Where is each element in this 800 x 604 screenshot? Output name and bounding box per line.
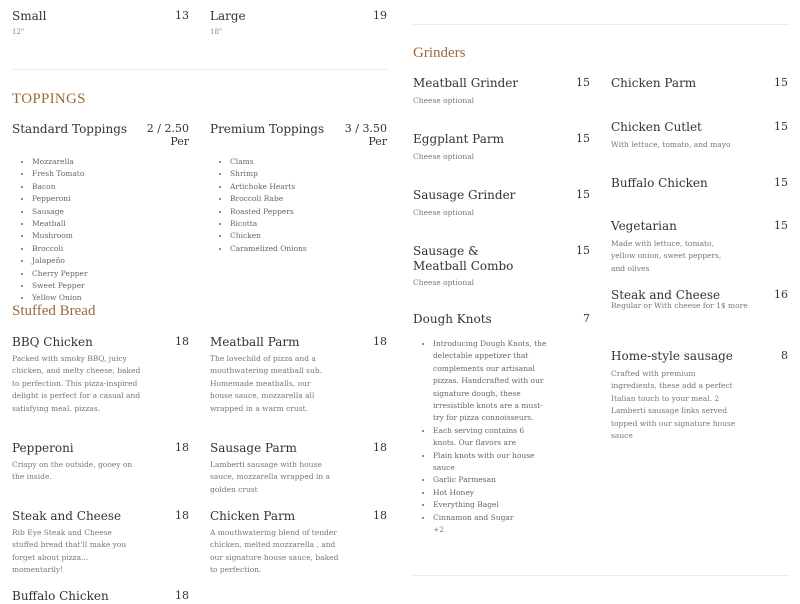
premium-toppings-price-value: 3 / 3.50 <box>344 122 387 135</box>
grinder-item-price: 15 <box>774 176 788 189</box>
grinder-item-name: Sausage & Meatball Combo <box>413 244 514 273</box>
grinder-item-price: 15 <box>774 219 788 232</box>
dough-knots-bullet: • Each serving contains 6 knots. Our flavors are <box>433 425 548 450</box>
stuffed-bread-item-name: BBQ Chicken <box>12 335 93 349</box>
grinder-item-name: Dough Knots <box>413 312 492 326</box>
topping-item: • Clams <box>230 156 400 168</box>
grinder-item-name: Meatball Grinder <box>413 76 519 90</box>
stuffed-bread-item-name: Buffalo Chicken <box>12 589 109 603</box>
grinder-item-desc: Cheese optional <box>413 278 475 287</box>
stuffed-bread-item-name: Chicken Parm <box>210 509 296 523</box>
grinder-item-name: Home-style sausage <box>611 349 733 363</box>
topping-item: • Broccoli <box>32 243 202 255</box>
stuffed-bread-heading: Stuffed Bread <box>12 303 101 320</box>
topping-item: • Caramelized Onions <box>230 243 400 255</box>
dough-knots-extra: +2 <box>433 525 445 535</box>
grinder-item-price: 15 <box>774 76 788 89</box>
stuffed-bread-item-price: 18 <box>175 441 189 454</box>
stuffed-bread-item-name: Meatball Parm <box>210 335 300 349</box>
stuffed-bread-item-name: Pepperoni <box>12 441 74 455</box>
standard-toppings-list <box>12 156 202 301</box>
dough-knots-bullet: • Hot Honey <box>433 487 548 499</box>
stuffed-bread-item-price: 18 <box>175 335 189 348</box>
grinder-item-name: Eggplant Parm <box>413 132 504 146</box>
stuffed-bread-item-desc: Packed with smoky BBQ, juicy chicken, and melty cheese, baked to perfection. This pizza-inspired delight is perfect for a casual and satisfying meal. pizzas. <box>12 354 141 413</box>
grinder-item-name: Chicken Parm <box>611 76 697 90</box>
topping-item: • Bacon <box>32 181 202 193</box>
topping-item: • Sausage <box>32 206 202 218</box>
stuffed-bread-item-price: 18 <box>175 589 189 602</box>
topping-item: • Pepperoni <box>32 193 202 205</box>
grinder-item-price: 16 <box>774 288 788 301</box>
premium-toppings-list <box>210 156 400 255</box>
grinder-item-name: Steak and Cheese <box>611 288 721 302</box>
dough-knots-list <box>413 338 548 537</box>
stuffed-bread-item-price: 18 <box>373 441 387 454</box>
grinder-item-desc: Regular or With cheese for 1$ more <box>611 301 748 310</box>
topping-item: • Mozzarella <box>32 156 202 168</box>
stuffed-bread-item-price: 18 <box>175 509 189 522</box>
grinder-item-name: Vegetarian <box>611 219 677 233</box>
grinder-item-price: 15 <box>576 244 590 257</box>
stuffed-bread-item-desc: Crispy on the outside, gooey on the inside. <box>12 460 133 482</box>
dough-knots-bullet: • Cinnamon and Sugar <box>433 512 548 524</box>
standard-toppings-price-unit: Per <box>170 135 189 148</box>
standard-toppings-price <box>132 122 189 148</box>
grinder-item-desc: Cheese optional <box>413 96 475 105</box>
grinder-item-price: 15 <box>774 120 788 133</box>
grinder-item-desc: Cheese optional <box>413 152 475 161</box>
topping-item: • Mushroom <box>32 230 202 242</box>
standard-toppings-name: Standard Toppings <box>12 122 128 136</box>
grinder-item-price: 15 <box>576 132 590 145</box>
topping-item: • Shrimp <box>230 168 400 180</box>
grinder-item-desc: With lettuce, tomato, and mayo <box>611 140 731 149</box>
size-small-name: Small <box>12 9 47 23</box>
premium-toppings-name: Premium Toppings <box>210 122 325 136</box>
stuffed-bread-item-price: 18 <box>373 509 387 522</box>
standard-toppings-price-value: 2 / 2.50 <box>146 122 189 135</box>
topping-item: • Broccoli Rabe <box>230 193 400 205</box>
grinders-heading: Grinders <box>413 45 466 61</box>
topping-item: • Cherry Pepper <box>32 268 202 280</box>
grinder-item-desc: Crafted with premium ingredients, these add a perfect Italian touch to your meal. 2 Lamberti sausage links served topped with our signature house sauce <box>611 369 736 441</box>
divider <box>413 575 789 576</box>
size-large-price: 19 <box>373 9 387 22</box>
stuffed-bread-item-desc: Rib Eye Steak and Cheese stuffed bread that'll make you forget about pizza... momentarily! <box>12 528 127 575</box>
size-large-note: 18" <box>210 28 223 36</box>
dough-knots-bullet: • Introducing Dough Knots, the delectable appetizer that complements our artisanal pizzas. Handcrafted with our signature dough, these irresistible knots are a must-try for pizza connoisseurs. <box>433 338 548 425</box>
topping-item: • Ricotta <box>230 218 400 230</box>
grinder-item-price: 15 <box>576 76 590 89</box>
topping-item: • Artichoke Hearts <box>230 181 400 193</box>
size-large-name: Large <box>210 9 246 23</box>
stuffed-bread-item-name: Steak and Cheese <box>12 509 122 523</box>
grinder-item-price: 8 <box>781 349 788 362</box>
stuffed-bread-item-price: 18 <box>373 335 387 348</box>
dough-knots-bullet: • Everything Bagel <box>433 499 548 511</box>
stuffed-bread-item-name: Sausage Parm <box>210 441 297 455</box>
stuffed-bread-item-desc: A mouthwatering blend of tender chicken, melted mozzarella , and our signature house sauce, baked to perfection. <box>210 528 339 575</box>
dough-knots-bullet: • Plain knots with our house sauce <box>433 450 548 475</box>
topping-item: • Sweet Pepper <box>32 280 202 292</box>
grinder-item-name: Chicken Cutlet <box>611 120 702 134</box>
grinder-item-price: 7 <box>583 312 590 325</box>
size-small-price: 13 <box>175 9 189 22</box>
grinder-item-name: Buffalo Chicken <box>611 176 708 190</box>
topping-item: • Chicken <box>230 230 400 242</box>
premium-toppings-price-unit: Per <box>368 135 387 148</box>
dough-knots-bullet: • Garlic Parmesan <box>433 474 548 486</box>
size-small-note: 12" <box>12 28 25 36</box>
topping-item: • Fresh Tomato <box>32 168 202 180</box>
topping-item: • Jalapeño <box>32 255 202 267</box>
grinder-item-name: Sausage Grinder <box>413 188 516 202</box>
topping-item: • Roasted Peppers <box>230 206 400 218</box>
divider <box>413 24 789 25</box>
premium-toppings-price <box>330 122 387 148</box>
topping-item: • Meatball <box>32 218 202 230</box>
stuffed-bread-item-desc: Lamberti sausage with house sauce, mozzarella wrapped in a golden crust <box>210 460 331 494</box>
grinder-item-desc: Made with lettuce, tomato, yellow onion, sweet peppers, and olives <box>611 239 722 273</box>
toppings-heading: TOPPINGS <box>12 91 86 107</box>
stuffed-bread-item-desc: The lovechild of pizza and a mouthwatering meatball sub. Homemade meatballs, our house sauce, mozzarella all wrapped in a warm crust. <box>210 354 322 413</box>
divider <box>12 69 388 70</box>
grinder-item-price: 15 <box>576 188 590 201</box>
topping-item: • Yellow Onion <box>32 292 202 301</box>
grinder-item-desc: Cheese optional <box>413 208 475 217</box>
